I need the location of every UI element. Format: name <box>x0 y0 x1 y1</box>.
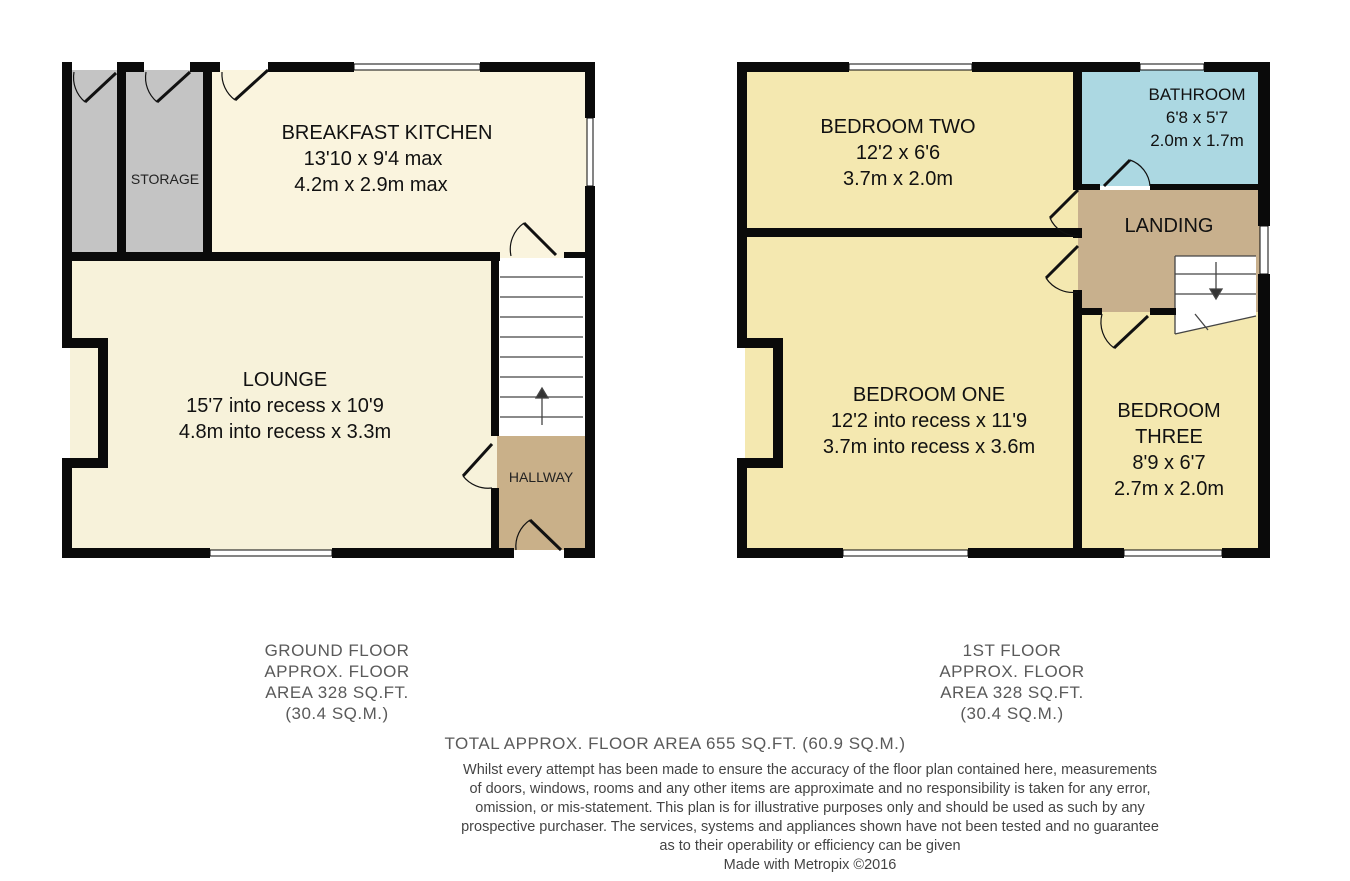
ground-caption-line: APPROX. FLOOR <box>264 662 410 681</box>
first-caption-line: 1ST FLOOR <box>962 641 1062 660</box>
lounge-name: LOUNGE <box>242 369 328 391</box>
kitchen-dim-imperial: 13'10 x 9'4 max <box>303 148 443 170</box>
kitchen-dim-metric: 4.2m x 2.9m max <box>294 174 448 196</box>
first-caption-line: APPROX. FLOOR <box>939 662 1085 681</box>
bedroom-two-name: BEDROOM TWO <box>820 116 976 138</box>
first-caption-line: AREA 328 SQ.FT. <box>940 683 1084 702</box>
disclaimer-line: omission, or mis-statement. This plan is for illustrative purposes only and should be used as such by any <box>475 800 1145 816</box>
ground-caption-line: AREA 328 SQ.FT. <box>265 683 409 702</box>
landing-name: LANDING <box>1124 215 1214 237</box>
bathroom-dim-metric: 2.0m x 1.7m <box>1150 131 1244 150</box>
disclaimer-line: Whilst every attempt has been made to ensure the accuracy of the floor plan contained here, measurements <box>463 762 1157 778</box>
first-floor-plan <box>737 62 1270 558</box>
stairs-fill <box>497 258 585 436</box>
credit: Made with Metropix ©2016 <box>723 857 897 873</box>
bedroom-three-dim-imperial: 8'9 x 6'7 <box>1132 452 1206 474</box>
bedroom-three-name-line1: BEDROOM <box>1117 400 1221 422</box>
bathroom-name: BATHROOM <box>1148 85 1246 104</box>
first-caption-line: (30.4 SQ.M.) <box>960 704 1064 723</box>
ground-caption-line: GROUND FLOOR <box>264 641 410 660</box>
bathroom-dim-imperial: 6'8 x 5'7 <box>1165 108 1229 127</box>
disclaimer <box>360 761 1260 875</box>
ground-floor-plan <box>62 62 595 558</box>
bedroom-two-dim-metric: 3.7m x 2.0m <box>842 168 954 190</box>
bedroom-one-dim-metric: 3.7m into recess x 3.6m <box>822 436 1036 458</box>
hallway-name: HALLWAY <box>508 469 574 485</box>
bedroom-three-name-line2: THREE <box>1135 426 1203 448</box>
lounge-dim-metric: 4.8m into recess x 3.3m <box>178 421 392 443</box>
disclaimer-line: prospective purchaser. The services, systems and appliances shown have not been tested and no guarantee <box>461 819 1159 835</box>
disclaimer-line: as to their operability or efficiency can be given <box>659 838 961 854</box>
first-floor-caption <box>912 640 1112 724</box>
bedroom-one-name: BEDROOM ONE <box>852 384 1006 406</box>
storage-name: STORAGE <box>130 171 200 187</box>
bedroom-three-dim-metric: 2.7m x 2.0m <box>1113 478 1225 500</box>
ground-floor-caption <box>237 640 437 724</box>
kitchen-name: BREAKFAST KITCHEN <box>281 122 493 144</box>
ground-caption-line: (30.4 SQ.M.) <box>285 704 389 723</box>
hallway-fill <box>497 436 585 550</box>
bedroom-one-dim-imperial: 12'2 into recess x 11'9 <box>830 410 1028 432</box>
disclaimer-line: of doors, windows, rooms and any other items are approximate and no responsibility is taken for any error, <box>469 781 1151 797</box>
lounge-dim-imperial: 15'7 into recess x 10'9 <box>186 395 384 417</box>
bedroom-two-dim-imperial: 12'2 x 6'6 <box>855 142 941 164</box>
total-floor-area: TOTAL APPROX. FLOOR AREA 655 SQ.FT. (60.9 SQ.M.) <box>444 734 906 753</box>
